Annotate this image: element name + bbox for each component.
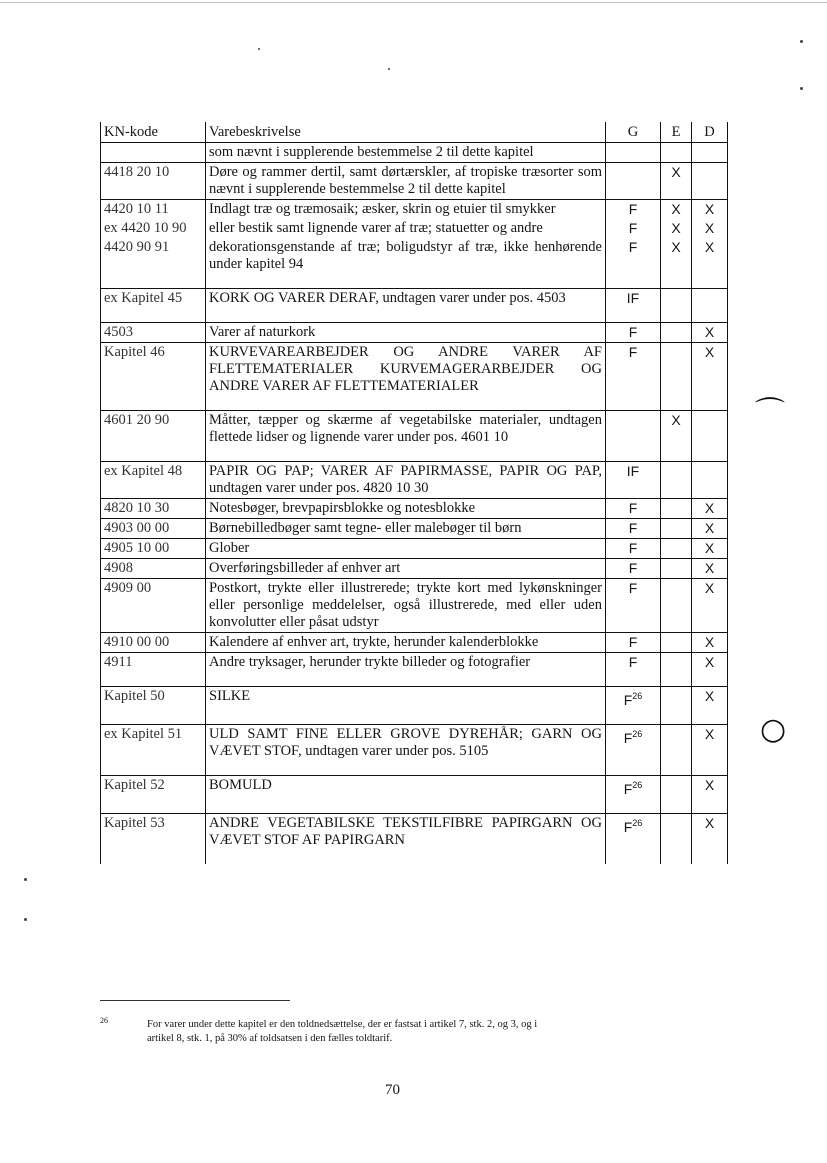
cell-code: 4418 20 10	[101, 163, 206, 200]
cell-e	[661, 579, 692, 633]
spacer-cell	[692, 308, 728, 323]
spacer-row	[101, 850, 728, 864]
footnote-ref: 26	[632, 729, 643, 739]
spacer-cell	[692, 850, 728, 864]
cell-g-value: F	[623, 781, 633, 797]
cell-code: 4908	[101, 559, 206, 579]
table-row	[101, 200, 728, 220]
table-row	[101, 519, 728, 539]
cell-e	[661, 462, 692, 499]
spacer-cell	[206, 710, 606, 725]
cell-g-value: F	[628, 580, 638, 596]
spacer-cell	[692, 710, 728, 725]
cell-e	[661, 499, 692, 519]
spacer-row	[101, 274, 728, 289]
spacer-cell	[606, 672, 661, 687]
header-desc: Varebeskrivelse	[206, 122, 606, 143]
top-edge-line	[0, 2, 827, 3]
table-row	[101, 143, 728, 163]
spacer-cell	[606, 710, 661, 725]
cell-e: X	[661, 200, 692, 220]
cell-desc: Kalendere af enhver art, trykte, herunder kalenderblokke	[206, 633, 606, 653]
spacer-cell	[692, 672, 728, 687]
table-row	[101, 579, 728, 633]
table-row	[101, 219, 728, 238]
footnote-ref: 26	[632, 818, 643, 828]
spacer-cell	[101, 799, 206, 814]
spacer-cell	[206, 672, 606, 687]
spacer-cell	[101, 850, 206, 864]
table-row	[101, 499, 728, 519]
spacer-cell	[206, 799, 606, 814]
cell-g	[606, 687, 661, 711]
cell-code: 4601 20 90	[101, 411, 206, 448]
table-row	[101, 163, 728, 200]
spacer-row	[101, 447, 728, 462]
spacer-cell	[661, 850, 692, 864]
scan-speck	[800, 87, 803, 90]
scan-edge-mark: ○	[760, 712, 787, 747]
spacer-cell	[606, 396, 661, 411]
cell-g	[606, 814, 661, 851]
cell-desc: KORK OG VARER DERAF, undtagen varer under pos. 4503	[206, 289, 606, 309]
table-body	[101, 143, 728, 865]
spacer-cell	[206, 274, 606, 289]
spacer-row	[101, 672, 728, 687]
cell-desc: som nævnt i supplerende bestemmelse 2 til dette kapitel	[206, 143, 606, 163]
spacer-cell	[101, 308, 206, 323]
cell-code: Kapitel 53	[101, 814, 206, 851]
cell-d: X	[692, 238, 728, 274]
cell-desc: Glober	[206, 539, 606, 559]
cell-g	[606, 343, 661, 397]
spacer-cell	[661, 761, 692, 776]
spacer-row	[101, 710, 728, 725]
cell-e	[661, 653, 692, 673]
cell-e	[661, 814, 692, 851]
table-row	[101, 559, 728, 579]
cell-d: X	[692, 200, 728, 220]
cell-g-value: F	[628, 324, 638, 340]
footnote	[100, 1018, 680, 1046]
cell-g-value: F	[623, 730, 633, 746]
header-e: E	[661, 122, 692, 143]
cell-code: Kapitel 50	[101, 687, 206, 711]
cell-d: X	[692, 539, 728, 559]
cell-code: 4420 90 91	[101, 238, 206, 274]
cell-e	[661, 725, 692, 762]
table-row	[101, 539, 728, 559]
table-row	[101, 323, 728, 343]
cell-e	[661, 687, 692, 711]
cell-g-value: F	[628, 520, 638, 536]
cell-desc: Andre tryksager, herunder trykte billeder og fotografier	[206, 653, 606, 673]
cell-code: 4911	[101, 653, 206, 673]
cell-g	[606, 539, 661, 559]
cell-g	[606, 633, 661, 653]
cell-g-value: IF	[626, 463, 640, 479]
cell-desc: Døre og rammer dertil, samt dørtærskler, af tropiske træsorter som nævnt i supplerende bestemmelse 2 til dette kapitel	[206, 163, 606, 200]
cell-d: X	[692, 343, 728, 397]
cell-code: 4905 10 00	[101, 539, 206, 559]
cell-desc: SILKE	[206, 687, 606, 711]
cell-code: 4503	[101, 323, 206, 343]
cell-d: X	[692, 323, 728, 343]
cell-code: 4903 00 00	[101, 519, 206, 539]
table-row	[101, 633, 728, 653]
spacer-cell	[101, 710, 206, 725]
cell-d: X	[692, 559, 728, 579]
cell-code: 4910 00 00	[101, 633, 206, 653]
header-code: KN-kode	[101, 122, 206, 143]
table-row	[101, 653, 728, 673]
cell-d	[692, 163, 728, 200]
cell-d: X	[692, 687, 728, 711]
cell-d: X	[692, 776, 728, 800]
cell-d: X	[692, 633, 728, 653]
spacer-cell	[101, 672, 206, 687]
spacer-cell	[206, 850, 606, 864]
cell-code: 4420 10 11	[101, 200, 206, 220]
cell-code: ex Kapitel 45	[101, 289, 206, 309]
cell-g	[606, 579, 661, 633]
cell-g	[606, 289, 661, 309]
footnote-line-1: For varer under dette kapitel er den toldnedsættelse, der er fastsat i artikel 7, stk. 2, og 3, og i	[147, 1019, 538, 1030]
tariff-table	[100, 122, 728, 864]
cell-desc: Notesbøger, brevpapirsblokke og notesblokke	[206, 499, 606, 519]
cell-g-value: F	[628, 540, 638, 556]
cell-e: X	[661, 238, 692, 274]
cell-g-value: F	[628, 239, 638, 255]
cell-d: X	[692, 219, 728, 238]
spacer-cell	[101, 447, 206, 462]
cell-code: ex Kapitel 48	[101, 462, 206, 499]
cell-desc: dekorationsgenstande af træ; boligudstyr af træ, ikke henhørende under kapitel 94	[206, 238, 606, 274]
footnote-rule	[100, 1000, 290, 1001]
scan-edge-mark: ⌒	[755, 396, 785, 431]
scan-speck	[24, 918, 27, 921]
cell-e	[661, 559, 692, 579]
cell-desc: ANDRE VEGETABILSKE TEKSTILFIBRE PAPIRGARN OG VÆVET STOF AF PAPIRGARN	[206, 814, 606, 851]
cell-code	[101, 143, 206, 163]
cell-desc: KURVEVAREARBEJDER OG ANDRE VARER AF FLETTEMATERIALER KURVEMAGERARBEJDER OG ANDRE VARER AF FLETTEMATERIALER	[206, 343, 606, 397]
cell-g	[606, 323, 661, 343]
table-row	[101, 687, 728, 711]
footnote-ref: 26	[632, 780, 643, 790]
cell-d: X	[692, 499, 728, 519]
cell-desc: BOMULD	[206, 776, 606, 800]
cell-g	[606, 653, 661, 673]
table-row	[101, 289, 728, 309]
table-row	[101, 411, 728, 448]
spacer-row	[101, 308, 728, 323]
cell-e	[661, 633, 692, 653]
cell-d	[692, 411, 728, 448]
cell-desc: Varer af naturkork	[206, 323, 606, 343]
spacer-cell	[692, 447, 728, 462]
cell-desc: Måtter, tæpper og skærme af vegetabilske materialer, undtagen flettede lidser og lignende varer under pos. 4601 10	[206, 411, 606, 448]
cell-e	[661, 539, 692, 559]
table-row	[101, 238, 728, 274]
cell-g	[606, 143, 661, 163]
cell-e	[661, 323, 692, 343]
cell-desc: Overføringsbilleder af enhver art	[206, 559, 606, 579]
cell-g	[606, 519, 661, 539]
cell-g-value: F	[628, 654, 638, 670]
cell-d: X	[692, 814, 728, 851]
cell-desc: Postkort, trykte eller illustrerede; trykte kort med lykønskninger eller personlige meddelelser, også illustrerede, med eller uden konvolutter eller påsat udstyr	[206, 579, 606, 633]
spacer-cell	[661, 274, 692, 289]
cell-d	[692, 289, 728, 309]
cell-g	[606, 163, 661, 200]
cell-d: X	[692, 653, 728, 673]
cell-d	[692, 143, 728, 163]
cell-g	[606, 776, 661, 800]
cell-g-value: F	[628, 344, 638, 360]
spacer-cell	[606, 274, 661, 289]
cell-code: Kapitel 52	[101, 776, 206, 800]
table-row	[101, 725, 728, 762]
header-d: D	[692, 122, 728, 143]
cell-desc: Børnebilledbøger samt tegne- eller malebøger til børn	[206, 519, 606, 539]
scan-speck	[388, 68, 390, 70]
cell-g	[606, 219, 661, 238]
cell-d: X	[692, 725, 728, 762]
cell-code: Kapitel 46	[101, 343, 206, 397]
cell-g	[606, 200, 661, 220]
spacer-cell	[606, 308, 661, 323]
cell-g	[606, 725, 661, 762]
scan-speck	[258, 48, 260, 50]
spacer-cell	[692, 274, 728, 289]
spacer-cell	[606, 799, 661, 814]
cell-g-value: F	[628, 201, 638, 217]
footnote-ref: 26	[632, 691, 643, 701]
cell-e	[661, 289, 692, 309]
spacer-row	[101, 761, 728, 776]
cell-d: X	[692, 579, 728, 633]
cell-e: X	[661, 411, 692, 448]
cell-g	[606, 559, 661, 579]
spacer-cell	[206, 761, 606, 776]
cell-desc: ULD SAMT FINE ELLER GROVE DYREHÅR; GARN OG VÆVET STOF, undtagen varer under pos. 5105	[206, 725, 606, 762]
spacer-cell	[692, 799, 728, 814]
spacer-cell	[206, 396, 606, 411]
spacer-cell	[606, 761, 661, 776]
spacer-cell	[661, 672, 692, 687]
spacer-row	[101, 396, 728, 411]
cell-g-value: F	[628, 500, 638, 516]
cell-code: ex 4420 10 90	[101, 219, 206, 238]
spacer-cell	[692, 396, 728, 411]
header-g: G	[606, 122, 661, 143]
cell-desc: eller bestik samt lignende varer af træ; statuetter og andre	[206, 219, 606, 238]
spacer-cell	[661, 710, 692, 725]
footnote-number: 26	[100, 1016, 108, 1025]
cell-g-value: F	[628, 634, 638, 650]
cell-e	[661, 143, 692, 163]
spacer-cell	[101, 274, 206, 289]
table-row	[101, 343, 728, 397]
footnote-line-2: artikel 8, stk. 1, på 30% af toldsatsen i den fælles toldtarif.	[147, 1033, 393, 1044]
spacer-cell	[661, 447, 692, 462]
cell-g	[606, 238, 661, 274]
spacer-cell	[101, 396, 206, 411]
scan-speck	[24, 878, 27, 881]
cell-g-value: F	[628, 220, 638, 236]
spacer-cell	[692, 761, 728, 776]
cell-g-value: IF	[626, 290, 640, 306]
table-row	[101, 776, 728, 800]
cell-g	[606, 499, 661, 519]
cell-e	[661, 343, 692, 397]
cell-e: X	[661, 219, 692, 238]
cell-code: 4820 10 30	[101, 499, 206, 519]
spacer-cell	[206, 447, 606, 462]
cell-e	[661, 776, 692, 800]
spacer-cell	[661, 799, 692, 814]
spacer-cell	[606, 447, 661, 462]
cell-desc: PAPIR OG PAP; VARER AF PAPIRMASSE, PAPIR OG PAP, undtagen varer under pos. 4820 10 30	[206, 462, 606, 499]
cell-code: 4909 00	[101, 579, 206, 633]
scan-speck	[800, 40, 803, 43]
spacer-cell	[101, 761, 206, 776]
cell-desc: Indlagt træ og træmosaik; æsker, skrin og etuier til smykker	[206, 200, 606, 220]
cell-d: X	[692, 519, 728, 539]
spacer-cell	[661, 308, 692, 323]
cell-code: ex Kapitel 51	[101, 725, 206, 762]
table-row	[101, 462, 728, 499]
page-number: 70	[385, 1082, 400, 1098]
cell-e: X	[661, 163, 692, 200]
table-row	[101, 814, 728, 851]
cell-e	[661, 519, 692, 539]
cell-g	[606, 462, 661, 499]
spacer-row	[101, 799, 728, 814]
spacer-cell	[661, 396, 692, 411]
header-row	[101, 122, 728, 143]
spacer-cell	[606, 850, 661, 864]
cell-g-value: F	[628, 560, 638, 576]
cell-g-value: F	[623, 692, 633, 708]
cell-d	[692, 462, 728, 499]
spacer-cell	[206, 308, 606, 323]
cell-g	[606, 411, 661, 448]
cell-g-value: F	[623, 819, 633, 835]
